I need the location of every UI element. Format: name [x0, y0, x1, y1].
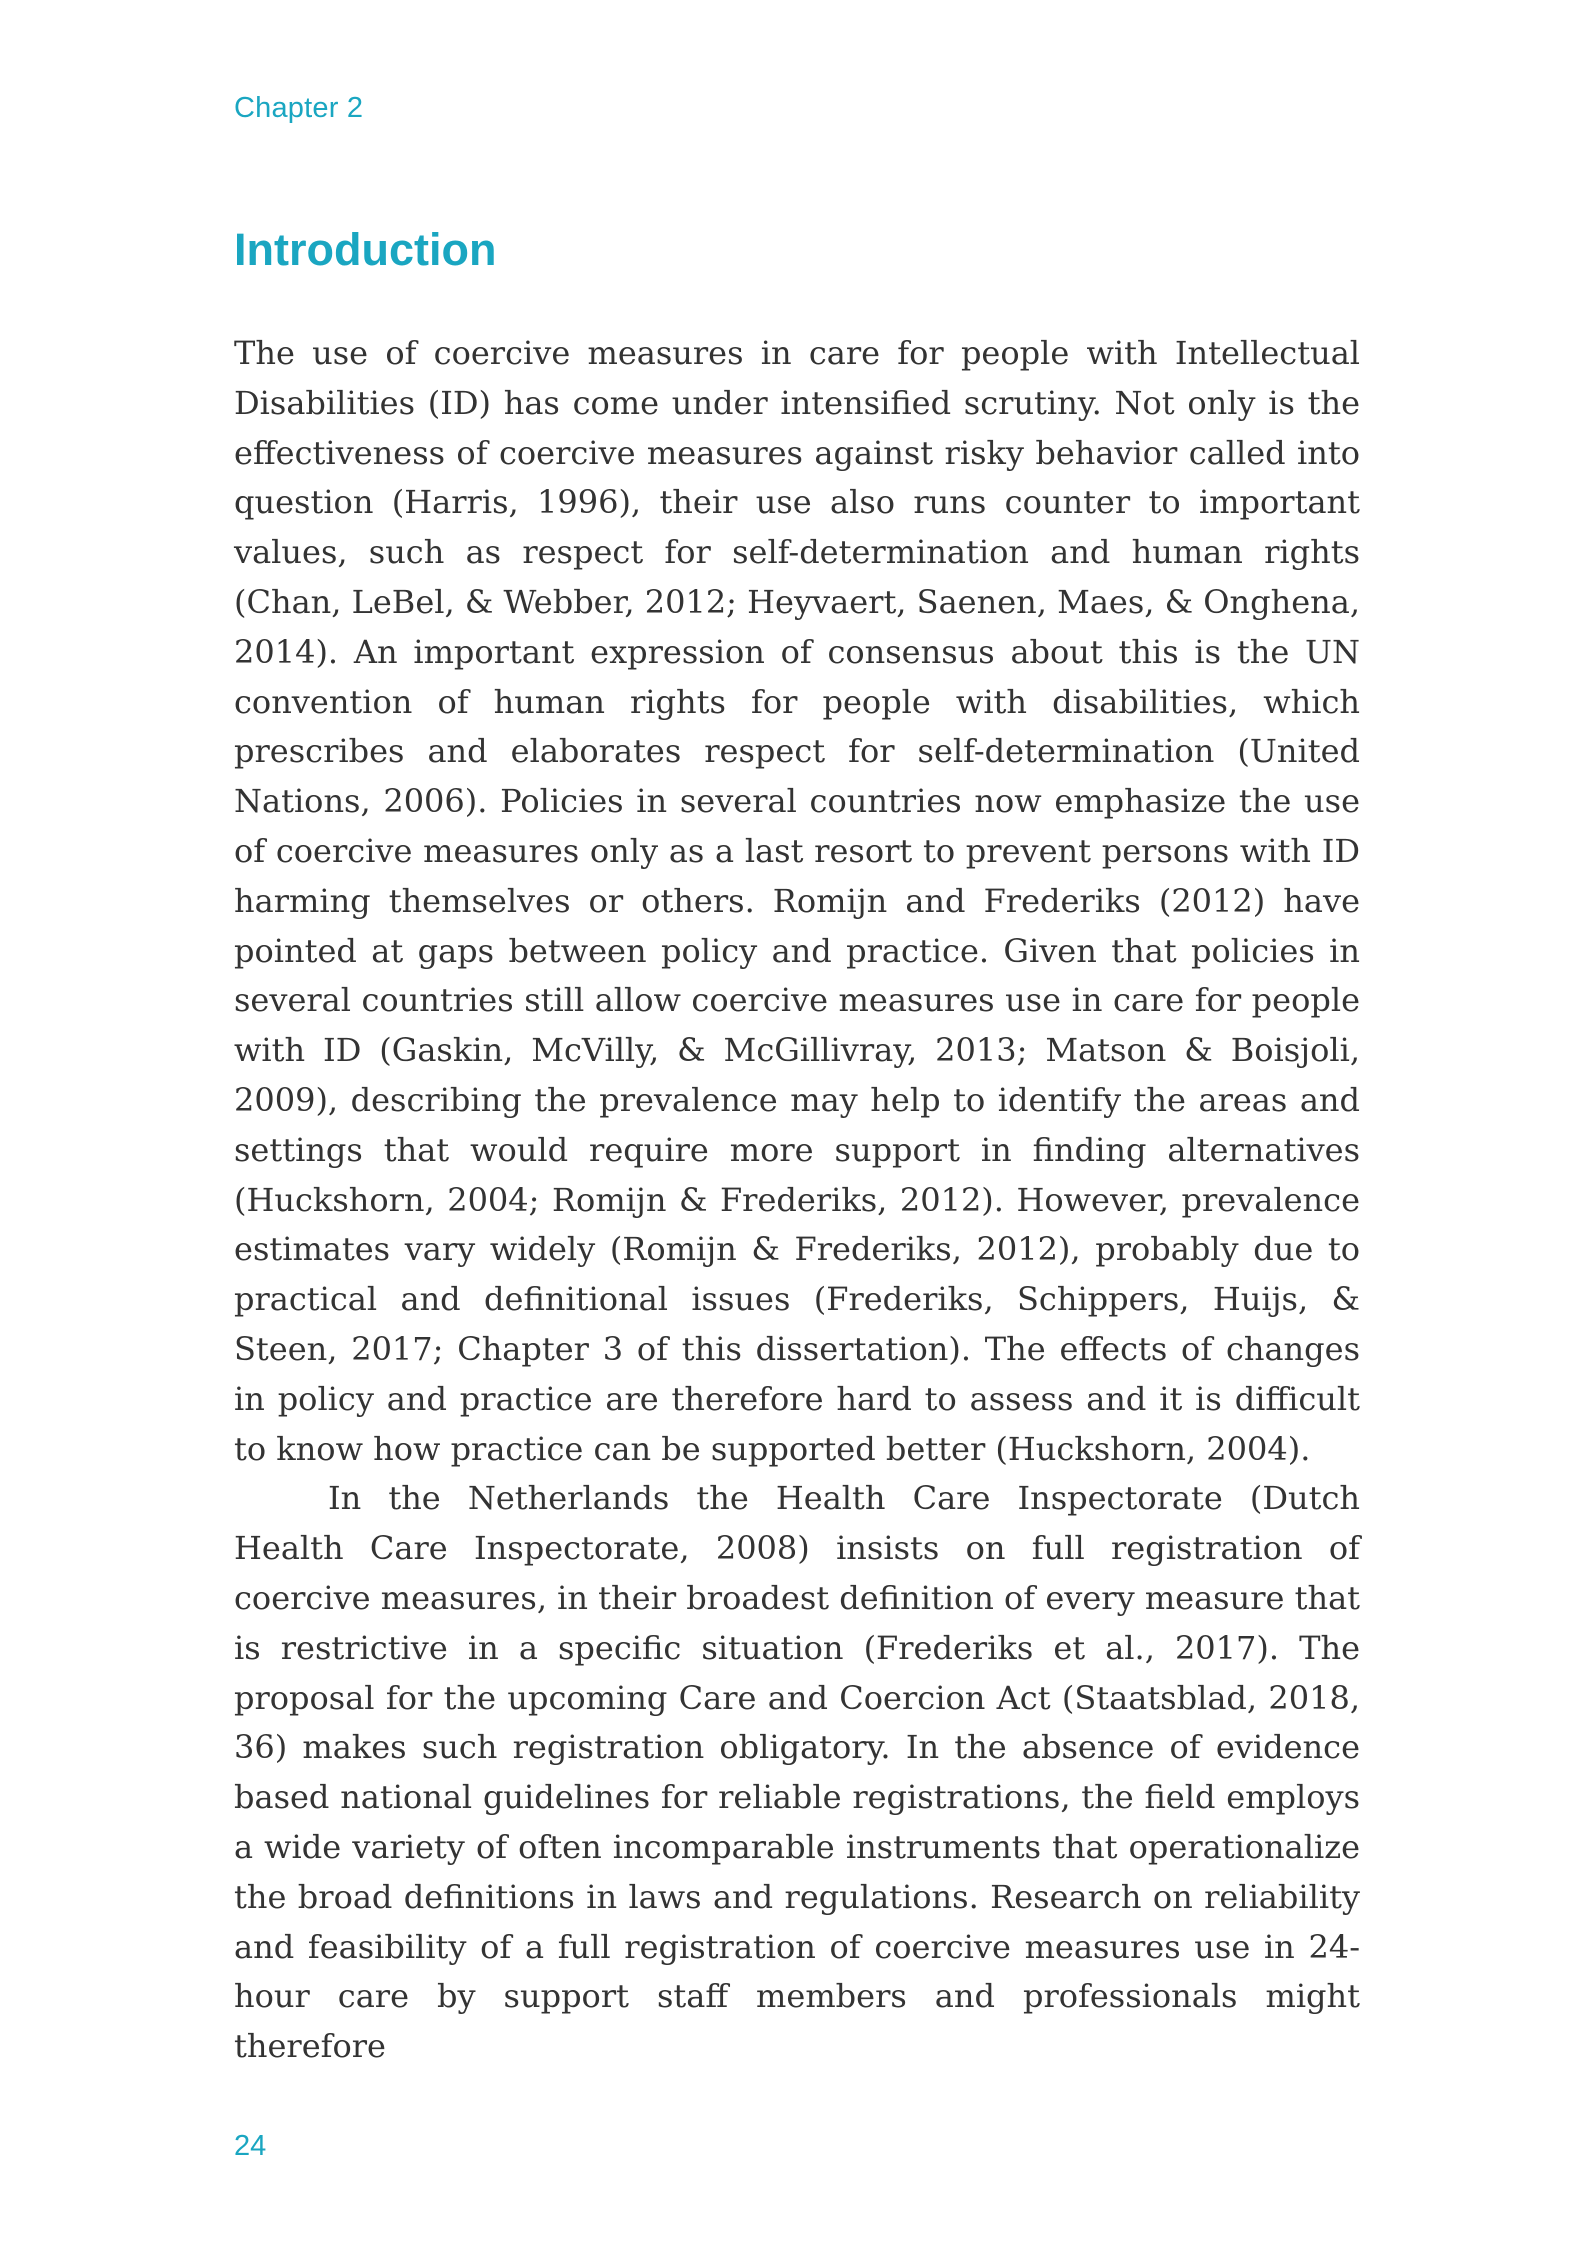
chapter-label: Chapter 2 — [234, 92, 364, 124]
body-text — [234, 329, 1360, 2072]
page-number: 24 — [234, 2130, 267, 2162]
paragraph: The use of coercive measures in care for people with Intellectual Disabilities (ID) has come under intensified scrutiny. Not only is the effectiveness of coercive measures against risky behavior called into question (Harris, 1996), their use also runs counter to important values, such as respect for self-determination and human rights (Chan, LeBel, & Webber, 2012; Heyvaert, Saenen, Maes, & Onghena, 2014). An important expression of consensus about this is the UN convention of human rights for people with disabilities, which prescribes and elaborates respect for self-determination (United Nations, 2006). Policies in several countries now emphasize the use of coercive measures only as a last resort to prevent persons with ID harming themselves or others. Romijn and Frederiks (2012) have pointed at gaps between policy and practice. Given that policies in several countries still allow coercive measures use in care for people with ID (Gaskin, McVilly, & McGillivray, 2013; Matson & Boisjoli, 2009), describing the prevalence may help to identify the areas and settings that would require more support in finding alternatives (Huckshorn, 2004; Romijn & Frederiks, 2012). However, prevalence estimates vary widely (Romijn & Frederiks, 2012), probably due to practical and definitional issues (Frederiks, Schippers, Huijs, & Steen, 2017; Chapter 3 of this dissertation). The effects of changes in policy and practice are therefore hard to assess and it is difficult to know how practice can be supported better (Huckshorn, 2004). — [234, 334, 1361, 1468]
section-title: Introduction — [234, 224, 497, 275]
paragraph: In the Netherlands the Health Care Inspectorate (Dutch Health Care Inspectorate, 2008) insists on full registration of coercive measures, in their broadest definition of every measure that is restrictive in a specific situation (Frederiks et al., 2017). The proposal for the upcoming Care and Coercion Act (Staatsblad, 2018, 36) makes such registration obligatory. In the absence of evidence based national guidelines for reliable registrations, the field employs a wide variety of often incomparable instruments that operationalize the broad definitions in laws and regulations. Research on reliability and feasibility of a full registration of coercive measures use in 24-hour care by support staff members and professionals might therefore — [234, 1479, 1361, 2066]
